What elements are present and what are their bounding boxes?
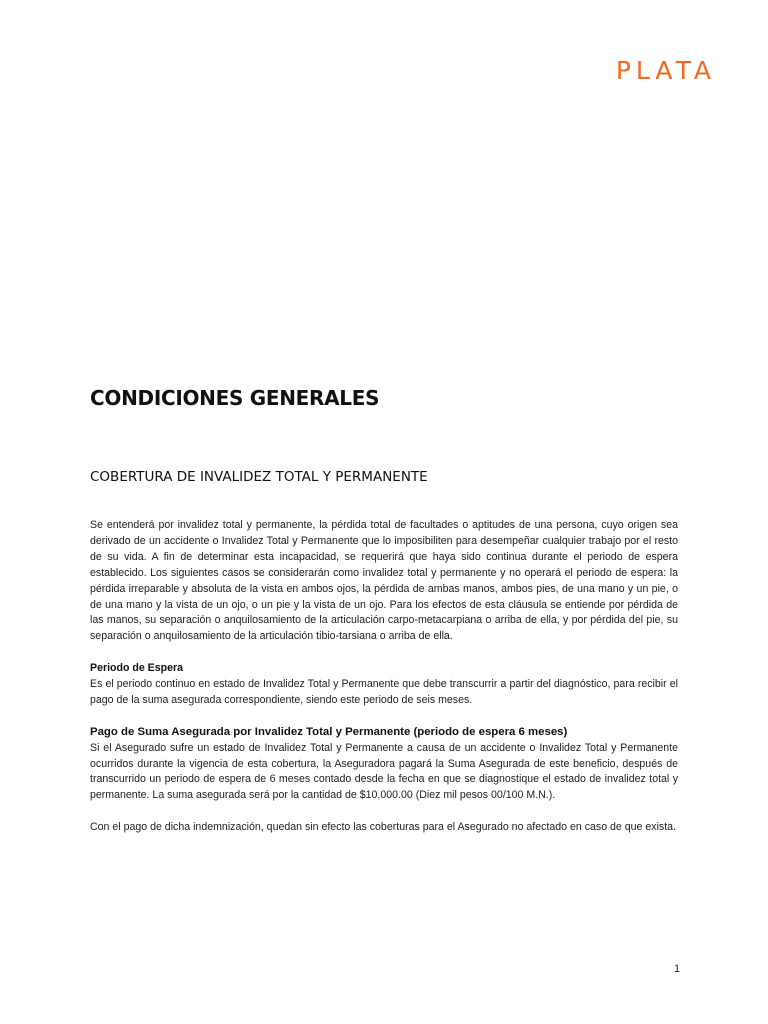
closing-paragraph: Con el pago de dicha indemnización, quedan sin efecto las coberturas para el Asegurado no afectado en caso de que exista. <box>90 821 676 834</box>
document-body <box>90 383 678 836</box>
coverage-title: COBERTURA DE INVALIDEZ TOTAL Y PERMANENTE <box>90 469 428 485</box>
section-heading-waiting-period: Periodo de Espera <box>90 662 184 675</box>
intro-paragraph: Se entenderá por invalidez total y permanente, la pérdida total de facultades o aptitudes de una persona, cuyo origen sea derivado de un accidente o Invalidez Total y Permanente que lo imposibiliten para desempeñar cualquier trabajo por el resto de su vida. A fin de determinar esta incapacidad, se requerirá que haya sido continua durante el periodo de espera establecido. Los siguientes casos se considerarán como invalidez total y permanente y no operará el periodo de espera: la pérdida irreparable y absoluta de la vista en ambos ojos, la pérdida de ambas manos, ambos pies, de una mano y un pie, o de una mano y la vista de un ojo, o un pie y la vista de un ojo. Para los efectos de esta cláusula se entiende por pérdida de las manos, su separación o anquilosamiento de la articulación carpo-metacarpiana o arriba de ella, y por pérdida del pie, su separación o anquilosamiento de la articulación tibio-tarsiana o arriba de ella. <box>90 519 678 643</box>
section-body-waiting-period: Es el periodo continuo en estado de Invalidez Total y Permanente que debe transcurrir a partir del diagnóstico, para recibir el pago de la suma asegurada correspondiente, siendo este periodo de seis meses. <box>90 678 678 706</box>
document-title: CONDICIONES GENERALES <box>90 386 380 410</box>
section-body-payment: Si el Asegurado sufre un estado de Invalidez Total y Permanente a causa de un accidente o Invalidez Total y Permanente ocurridos durante la vigencia de esta cobertura, la Aseguradora pagará la Suma Asegurada de este beneficio, después de transcurrido un periodo de espera de 6 meses contado desde la fecha en que se diagnostique el estado de invalidez total y permanente. La suma asegurada será por la cantidad de $10,000.00 (Diez mil pesos 00/100 M.N.). <box>90 741 678 802</box>
section-heading-payment: Pago de Suma Asegurada por Invalidez Total y Permanente (periodo de espera 6 meses) <box>90 725 568 738</box>
plata-logo: PLATA <box>615 56 716 85</box>
page-number: 1 <box>674 963 680 975</box>
